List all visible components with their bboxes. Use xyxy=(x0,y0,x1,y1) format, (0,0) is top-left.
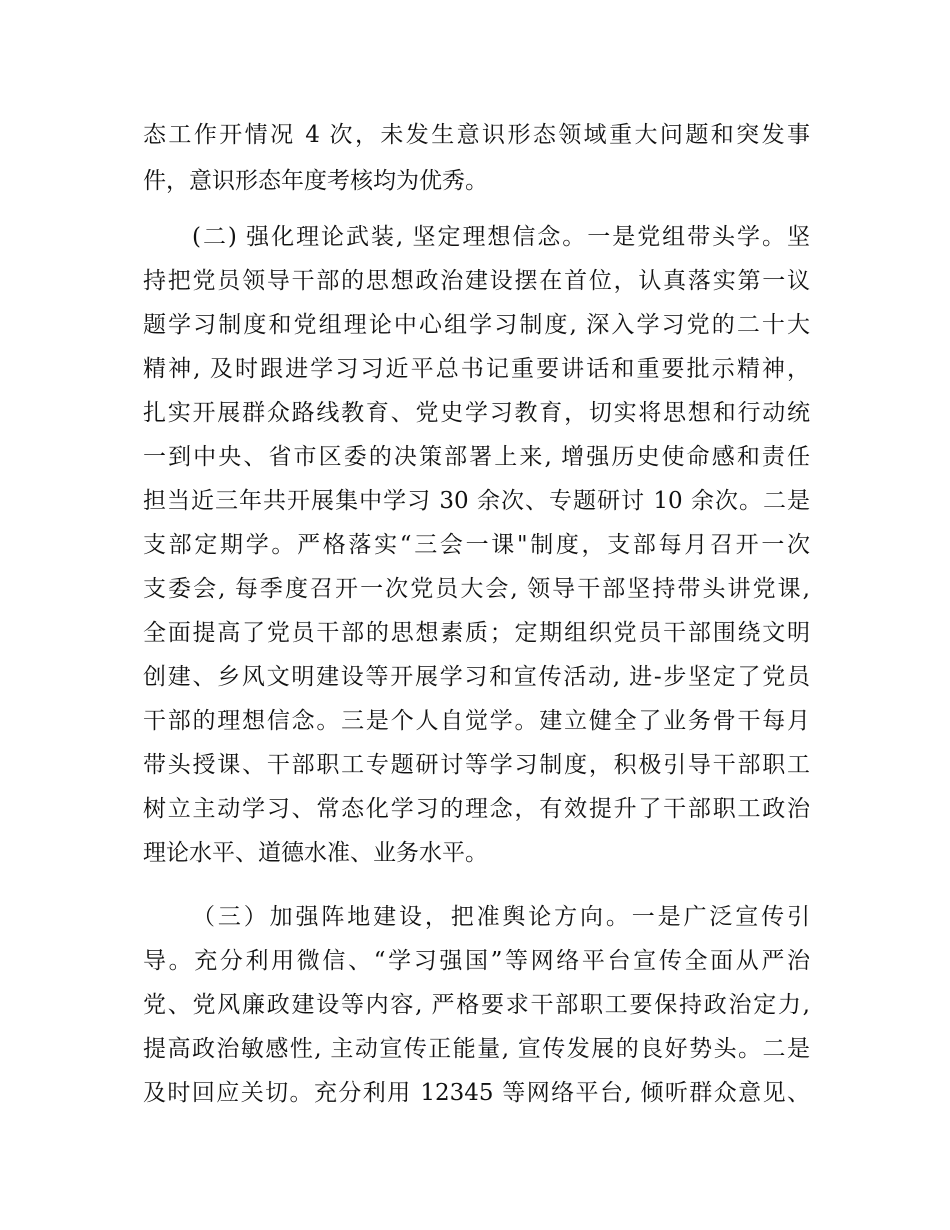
section-heading-line: （三）加强阵地建设，把准舆论方向。一是广泛宣传引 xyxy=(192,904,810,930)
text-line: 担当近三年共开展集中学习 30 余次、专题研讨 10 余次。二是 xyxy=(143,488,810,514)
text-line: 全面提高了党员干部的思想素质；定期组织党员干部围绕文明 xyxy=(143,620,810,646)
text-line: 理论水平、道德水准、业务水平。 xyxy=(143,840,488,866)
text-line: 树立主动学习、常态化学习的理念，有效提升了干部职工政治 xyxy=(143,796,810,822)
text-line: 扎实开展群众路线教育、党史学习教育，切实将思想和行动统 xyxy=(143,400,810,426)
text-line: 提高政治敏感性, 主动宣传正能量, 宣传发展的良好势头。二是 xyxy=(143,1036,810,1062)
text-line: 精神, 及时跟进学习习近平总书记重要讲话和重要批示精神， xyxy=(143,356,810,382)
section-heading-line: (二) 强化理论武装, 坚定理想信念。一是党组带头学。坚 xyxy=(192,224,810,250)
text-line: 支部定期学。严格落实“三会一课"制度，支部每月召开一次 xyxy=(143,532,810,558)
text-line: 态工作开情况 4 次，未发生意识形态领域重大问题和突发事 xyxy=(143,122,810,148)
text-line: 及时回应关切。充分利用 12345 等网络平台, 倾听群众意见、 xyxy=(143,1080,810,1106)
text-line: 持把党员领导干部的思想政治建设摆在首位，认真落实第一议 xyxy=(143,268,810,294)
text-line: 带头授课、干部职工专题研讨等学习制度，积极引导干部职工 xyxy=(143,752,810,778)
text-line: 一到中央、省市区委的决策部署上来, 增强历史使命感和责任 xyxy=(143,444,810,470)
text-line: 导。充分利用微信、“学习强国”等网络平台宣传全面从严治 xyxy=(143,948,810,974)
text-line: 干部的理想信念。三是个人自觉学。建立健全了业务骨干每月 xyxy=(143,708,810,734)
text-line: 件，意识形态年度考核均为优秀。 xyxy=(143,168,488,194)
text-line: 党、党风廉政建设等内容, 严格要求干部职工要保持政治定力, xyxy=(143,992,810,1018)
text-line: 创建、乡风文明建设等开展学习和宣传活动, 进-步坚定了党员 xyxy=(143,664,810,690)
text-line: 题学习制度和党组理论中心组学习制度, 深入学习党的二十大 xyxy=(143,312,810,338)
text-line: 支委会, 每季度召开一次党员大会, 领导干部坚持带头讲党课, xyxy=(143,576,810,602)
